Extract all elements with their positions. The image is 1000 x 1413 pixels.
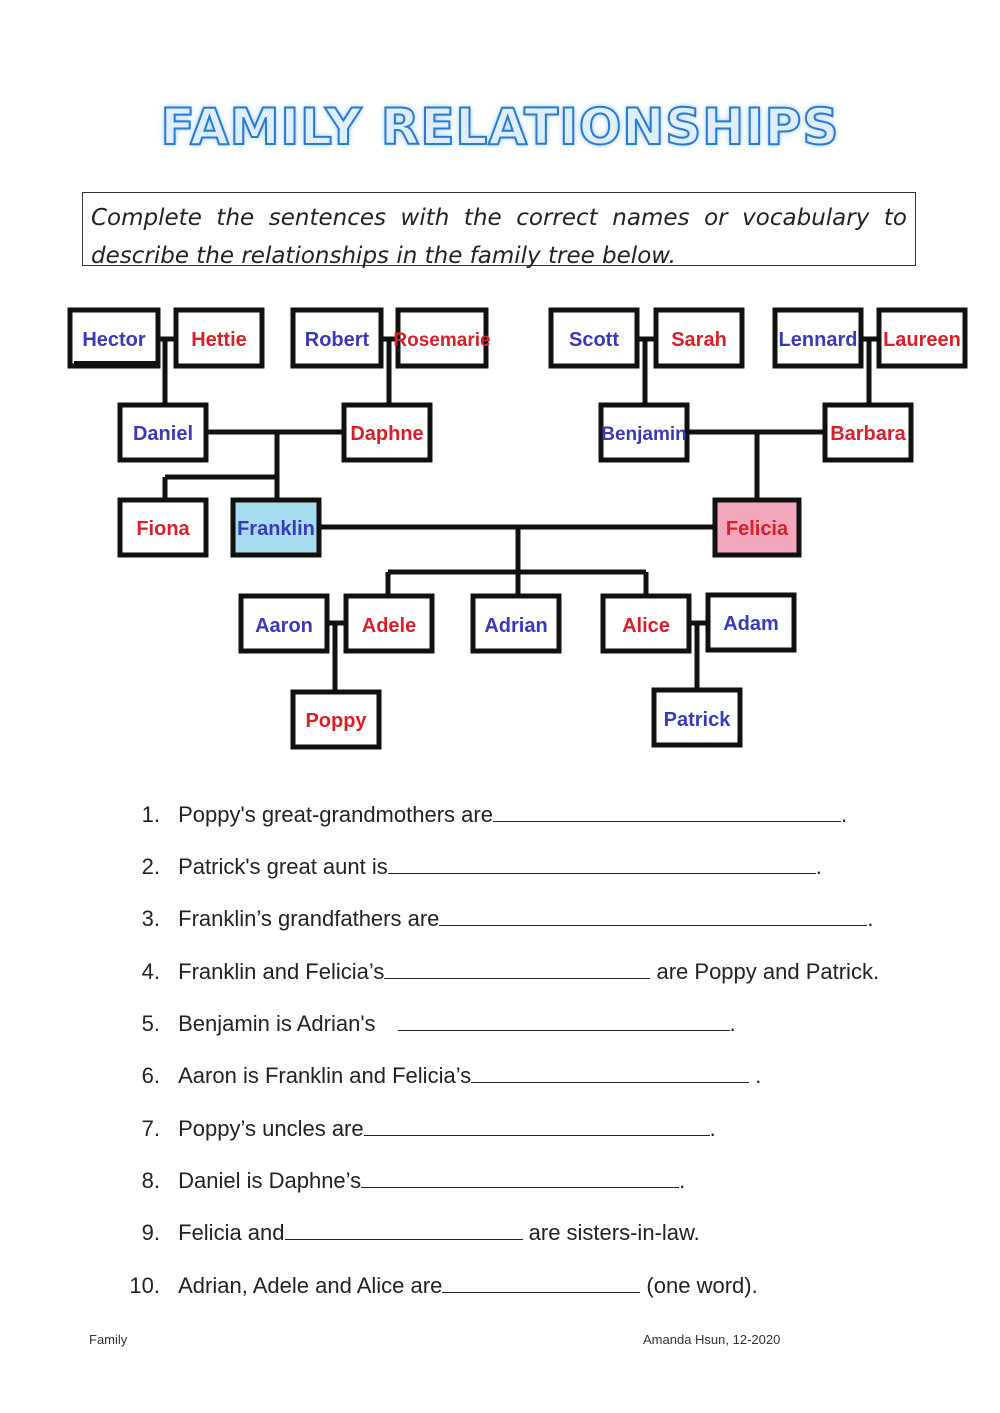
question-text: Poppy’s uncles are <box>178 1116 364 1141</box>
answer-blank[interactable] <box>439 907 867 926</box>
question-number: 6. <box>141 1063 160 1088</box>
member-name-fiona: Fiona <box>136 518 190 540</box>
member-box-sarah <box>656 310 742 366</box>
question-6 <box>115 1063 761 1089</box>
member-box-adrian <box>473 596 559 651</box>
member-name-alice: Alice <box>622 615 670 637</box>
member-name-benjamin: Benjamin <box>601 424 687 445</box>
member-name-felicia: Felicia <box>725 518 789 540</box>
member-name-laureen: Laureen <box>883 329 961 351</box>
question-text: Franklin and Felicia’s <box>178 959 385 984</box>
member-box-patrick <box>654 690 740 745</box>
question-8 <box>115 1168 685 1194</box>
member-name-adam: Adam <box>723 613 779 635</box>
answer-blank[interactable] <box>361 1169 679 1188</box>
answer-blank[interactable] <box>285 1221 523 1240</box>
question-5 <box>115 1011 736 1037</box>
question-7 <box>115 1116 716 1142</box>
question-number: 1. <box>141 802 160 827</box>
question-number: 9. <box>141 1220 160 1245</box>
answer-blank[interactable] <box>442 1274 640 1293</box>
question-10 <box>115 1273 758 1299</box>
footer-left: Family <box>89 1332 128 1347</box>
page-title: FAMILY RELATIONSHIPS <box>160 98 840 156</box>
question-number: 5. <box>141 1011 160 1036</box>
member-name-poppy: Poppy <box>305 710 367 732</box>
member-box-alice <box>603 596 689 651</box>
question-text: Aaron is Franklin and Felicia’s <box>178 1063 472 1088</box>
member-box-rosemarie <box>393 310 490 366</box>
member-box-hector <box>70 310 158 366</box>
question-text: Felicia and <box>178 1220 285 1245</box>
member-box-poppy <box>293 692 379 747</box>
member-name-robert: Robert <box>304 329 370 351</box>
member-name-daniel: Daniel <box>132 423 194 445</box>
member-box-felicia <box>715 500 799 555</box>
question-text: Patrick's great aunt is <box>178 854 388 879</box>
question-3 <box>115 906 874 932</box>
question-number: 8. <box>141 1168 160 1193</box>
member-box-scott <box>551 310 637 366</box>
member-box-franklin <box>233 500 319 555</box>
member-name-franklin: Franklin <box>237 518 315 540</box>
question-text-end: . <box>867 906 874 931</box>
member-name-rosemarie: Rosemarie <box>393 330 491 351</box>
question-text-end: . <box>840 802 848 827</box>
instructions-box: Complete the sentences with the correct names or vocabulary to describe the relationships in the family tree below. <box>82 192 916 266</box>
question-text: Daniel is Daphne’s <box>178 1168 362 1193</box>
question-text: Adrian, Adele and Alice are <box>178 1273 443 1298</box>
member-name-adele: Adele <box>361 615 417 637</box>
question-text-end: . <box>749 1063 762 1088</box>
member-box-daniel <box>120 405 206 460</box>
answer-blank[interactable] <box>384 960 650 979</box>
member-name-scott: Scott <box>569 329 619 351</box>
question-number: 4. <box>141 959 160 984</box>
member-name-daphne: Daphne <box>350 423 424 445</box>
member-name-sarah: Sarah <box>671 329 727 351</box>
question-text-end: are Poppy and Patrick. <box>650 959 880 984</box>
member-box-adele <box>346 596 432 651</box>
member-name-patrick: Patrick <box>663 709 731 731</box>
question-4 <box>115 959 879 985</box>
question-number: 7. <box>141 1116 160 1141</box>
answer-blank[interactable] <box>493 803 841 822</box>
question-text-end: . <box>729 1011 736 1036</box>
member-box-barbara <box>825 405 911 460</box>
member-name-hettie: Hettie <box>191 329 247 351</box>
question-text: Poppy's great-grandmothers are <box>178 802 493 827</box>
member-box-hettie <box>176 310 262 366</box>
question-text-end: (one word). <box>640 1273 758 1298</box>
member-box-fiona <box>120 500 206 555</box>
member-box-robert <box>293 310 381 366</box>
question-text-end: are sisters-in-law. <box>522 1220 700 1245</box>
question-text: Benjamin is Adrian's <box>178 1011 376 1036</box>
member-box-adam <box>708 595 794 650</box>
question-number: 3. <box>141 906 160 931</box>
question-number: 2. <box>141 854 160 879</box>
member-name-lennard: Lennard <box>778 329 858 351</box>
member-box-aaron <box>241 596 327 651</box>
question-9 <box>115 1220 700 1246</box>
question-number: 10. <box>129 1273 160 1298</box>
question-text-end: . <box>679 1168 686 1193</box>
answer-blank[interactable] <box>364 1117 710 1136</box>
answer-blank[interactable] <box>388 855 816 874</box>
member-box-laureen <box>879 310 965 366</box>
footer-right: Amanda Hsun, 12-2020 <box>643 1332 781 1347</box>
question-1 <box>115 802 847 828</box>
family-tree <box>0 295 1000 765</box>
member-name-aaron: Aaron <box>255 615 313 637</box>
member-name-adrian: Adrian <box>484 615 548 637</box>
member-box-lennard <box>775 310 861 366</box>
member-name-hector: Hector <box>82 329 146 351</box>
member-box-benjamin <box>601 405 687 460</box>
member-box-daphne <box>344 405 430 460</box>
answer-blank[interactable] <box>398 1012 730 1031</box>
question-text-end: . <box>815 854 822 879</box>
question-text: Franklin’s grandfathers are <box>178 906 440 931</box>
answer-blank[interactable] <box>471 1064 749 1083</box>
question-text-end: . <box>709 1116 716 1141</box>
question-2 <box>115 854 822 880</box>
member-name-barbara: Barbara <box>830 423 906 445</box>
